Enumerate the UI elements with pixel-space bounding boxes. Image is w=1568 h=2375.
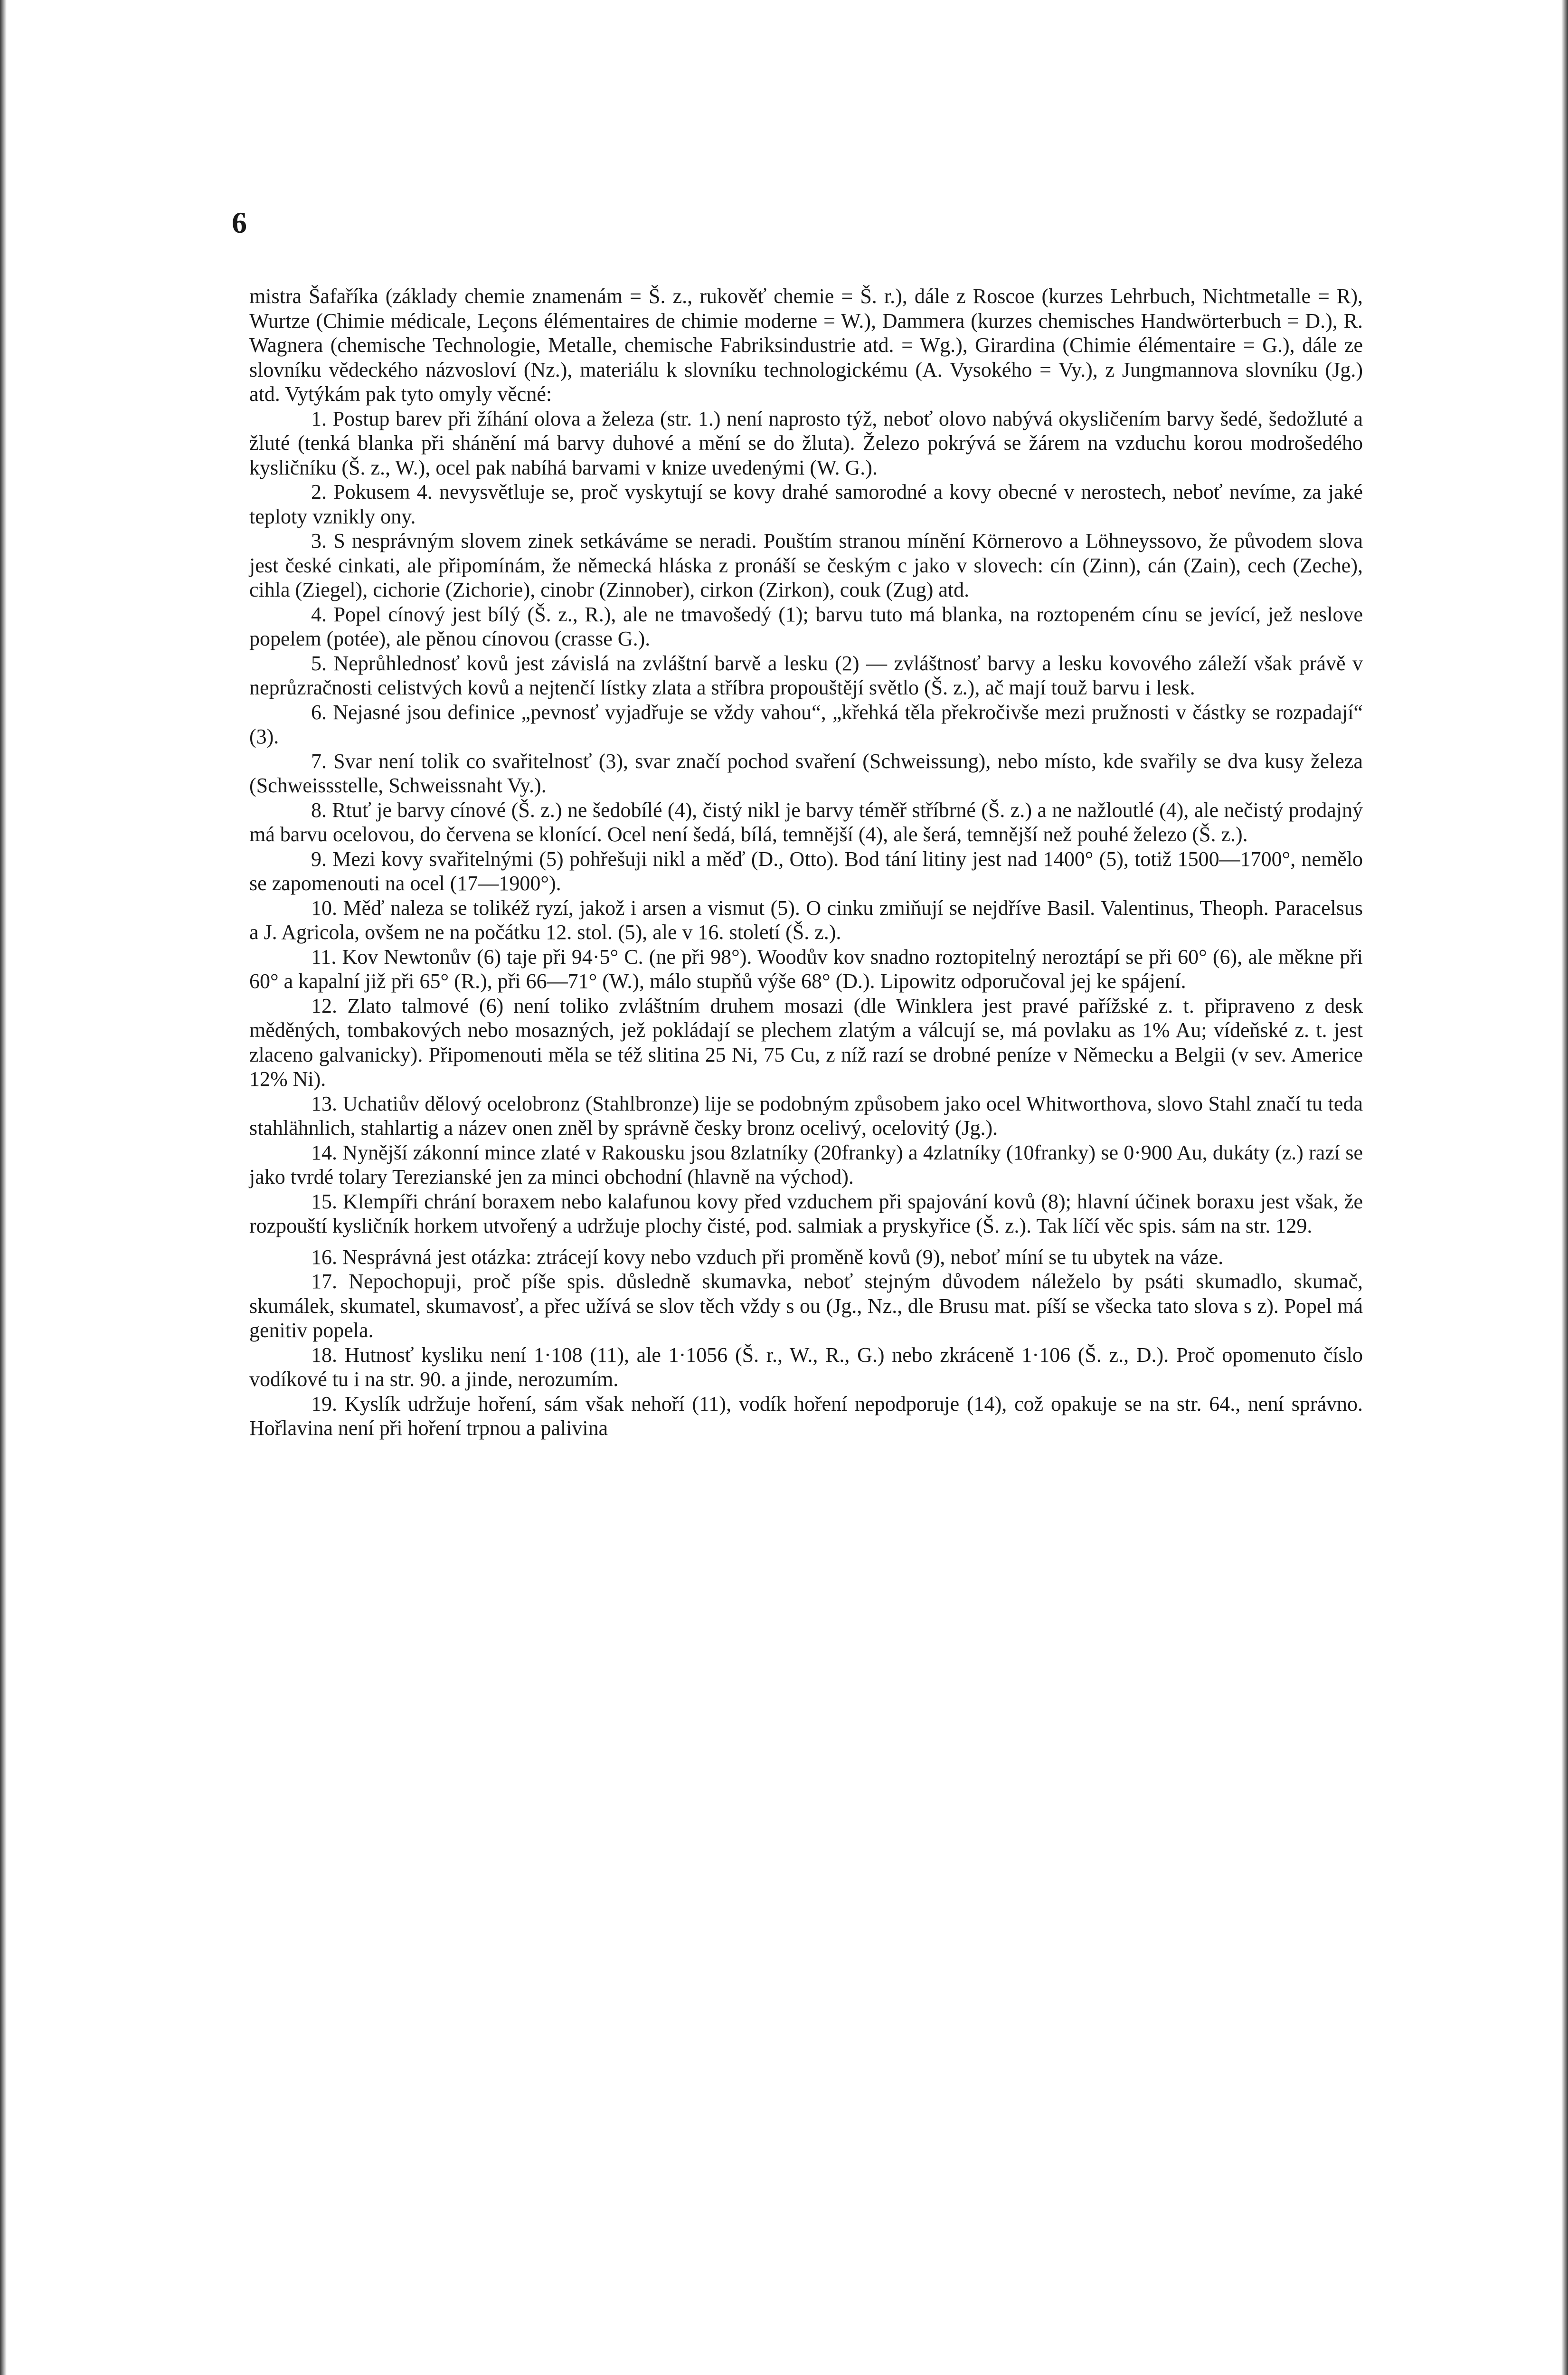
- paragraph-4: 4. Popel cínový jest bílý (Š. z., R.), ale ne tmavošedý (1); barvu tuto má blanka, na roztopeném cínu se jevící, jež neslove popelem (potée), ale pěnou cínovou (crasse G.).: [249, 602, 1363, 650]
- body-text: [249, 284, 1363, 1441]
- paragraph-14: 14. Nynější zákonní mince zlaté v Rakousku jsou 8zlatníky (20franky) a 4zlatníky (10franky) se 0·900 Au, dukáty (z.) razí se jako tvrdé tolary Terezianské jen za minci obchodní (hlavně na východ).: [249, 1140, 1363, 1188]
- paragraph-16: 16. Nesprávná jest otázka: ztrácejí kovy nebo vzduch při proměně kovů (9), neboť míní se tu ubytek na váze.: [311, 1245, 1224, 1269]
- paragraph-7: 7. Svar není tolik co svařitelnosť (3), svar značí pochod svaření (Schweissung), nebo místo, kde svařily se dva kusy železa (Schweissstelle, Schweissnaht Vy.).: [249, 749, 1363, 797]
- paragraph-12: 12. Zlato talmové (6) není toliko zvláštním druhem mosazi (dle Winklera jest pravé pařížské z. t. připraveno z desk měděných, tombakových nebo mosazných, jež pokládají se plechem zlatým a válcují se, má povlaku as 1% Au; vídeňské z. t. jest zlaceno galvanicky). Připomenouti měla se též slitina 25 Ni, 75 Cu, z níž razí se drobné peníze v Německu a Belgii (v sev. Americe 12% Ni).: [249, 994, 1363, 1091]
- paragraph-9: 9. Mezi kovy svařitelnými (5) pohřešuji nikl a měď (D., Otto). Bod tání litiny jest nad 1400° (5), totiž 1500—1700°, nemělo se zapomenouti na ocel (17—1900°).: [249, 847, 1363, 895]
- paragraph-15: 15. Klempíři chrání boraxem nebo kalafunou kovy před vzduchem při spajování kovů (8); hlavní účinek boraxu jest však, že rozpouští kysličník horkem utvořený a udržuje plochy čisté, pod. salmiak a pryskyřice (Š. z.). Tak líčí věc spis. sám na str. 129.: [249, 1189, 1363, 1237]
- paragraph-19: 19. Kyslík udržuje hoření, sám však nehoří (11), vodík hoření nepodporuje (14), což opakuje se na str. 64., není správno. Hořlavina není při hoření trpnou a palivina: [249, 1392, 1363, 1440]
- page-number: 6: [232, 206, 247, 239]
- paragraph-17: 17. Nepochopuji, proč píše spis. důsledně skumavka, neboť stejným důvodem náleželo by psáti skumadlo, skumač, skumálek, skumatel, skumavosť, a přec užívá se slov těch vždy s ou (Jg., Nz., dle Brusu mat. píší se všecka tato slova s z). Popel má genitiv popela.: [249, 1270, 1363, 1342]
- paragraph-5: 5. Neprůhlednosť kovů jest závislá na zvláštní barvě a lesku (2) — zvláštnosť barvy a lesku kovového záleží však právě v neprůzračnosti celistvých kovů a nejtenčí lístky zlata a stříbra propouštějí světlo (Š. z.), ač mají touž barvu i lesk.: [249, 651, 1363, 699]
- paragraph-11: 11. Kov Newtonův (6) taje při 94·5° C. (ne při 98°). Woodův kov snadno roztopitelný neroztápí se při 60° (6), ale měkne při 60° a kapalní již při 65° (R.), při 66—71° (W.), málo stupňů výše 68° (D.). Lipowitz odporučoval jej ke spájení.: [249, 945, 1363, 993]
- paragraph-6: 6. Nejasné jsou definice „pevnosť vyjadřuje se vždy vahou“, „křehká těla překročivše mezi pružnosti v částky se rozpadají“ (3).: [249, 700, 1363, 748]
- paragraph-intro: mistra Šafaříka (základy chemie znamenám = Š. z., rukověť chemie = Š. r.), dále z Roscoe (kurzes Lehrbuch, Nichtmetalle = R), Wurtze (Chimie médicale, Leçons élémentaires de chimie moderne = W.), Dammera (kurzes chemisches Handwörterbuch = D.), R. Wagnera (chemische Technologie, Metalle, chemische Fabriksindustrie atd. = Wg.), Girardina (Chimie élémentaire = G.), dále ze slovníku vědeckého názvosloví (Nz.), materiálu k slovníku technologickému (A. Vysokého = Vy.), z Jungmannova slovníku (Jg.) atd. Vytýkám pak tyto omyly věcné:: [249, 285, 1363, 406]
- paragraph-3: 3. S nesprávným slovem zinek setkáváme se neradi. Pouštím stranou mínění Körnerovo a Löhneyssovo, že původem slova jest české cinkati, ale připomínám, že německá hláska z pronáší se českým c jako v slovech: cín (Zinn), cán (Zain), cech (Zeche), cihla (Ziegel), cichorie (Zichorie), cinobr (Zinnober), cirkon (Zirkon), couk (Zug) atd.: [249, 529, 1363, 601]
- paragraph-2: 2. Pokusem 4. nevysvětluje se, proč vyskytují se kovy drahé samorodné a kovy obecné v nerostech, neboť nevíme, za jaké teploty vznikly ony.: [249, 480, 1363, 528]
- paragraph-10: 10. Měď naleza se tolikéž ryzí, jakož i arsen a vismut (5). O cinku zmiňují se nejdříve Basil. Valentinus, Theoph. Paracelsus a J. Agricola, ovšem ne na počátku 12. stol. (5), ale v 16. století (Š. z.).: [249, 896, 1363, 944]
- scan-edge-right: [1561, 0, 1568, 2375]
- paragraph-13: 13. Uchatiův dělový ocelobronz (Stahlbronze) lije se podobným způsobem jako ocel Whitworthova, slovo Stahl značí tu teda stahlähnlich, stahlartig a název onen zněl by správně česky bronz ocelivý, ocelovitý (Jg.).: [249, 1092, 1363, 1140]
- paragraph-1: 1. Postup barev při žíhání olova a železa (str. 1.) není naprosto týž, neboť olovo nabývá okysličením barvy šedé, šedožluté a žluté (tenká blanka při shánění má barvy duhové a mění se do žluta). Železo pokrývá se žárem na vzduchu korou modrošedého kysličníku (Š. z., W.), ocel pak nabíhá barvami v knize uvedenými (W. G.).: [249, 407, 1363, 479]
- paragraph-18: 18. Hutnosť kysliku není 1·108 (11), ale 1·1056 (Š. r., W., R., G.) nebo zkráceně 1·106 (Š. z., D.). Proč opomenuto číslo vodíkové tu i na str. 90. a jinde, nerozumím.: [249, 1343, 1363, 1391]
- scan-edge-left: [0, 0, 7, 2375]
- paragraph-8: 8. Rtuť je barvy cínové (Š. z.) ne šedobílé (4), čistý nikl je barvy téměř stříbrné (Š. z.) a ne nažloutlé (4), ale nečistý prodajný má barvu ocelovou, do červena se klonící. Ocel není šedá, bílá, temnější (4), ale šerá, temnější než pouhé železo (Š. z.).: [249, 798, 1363, 846]
